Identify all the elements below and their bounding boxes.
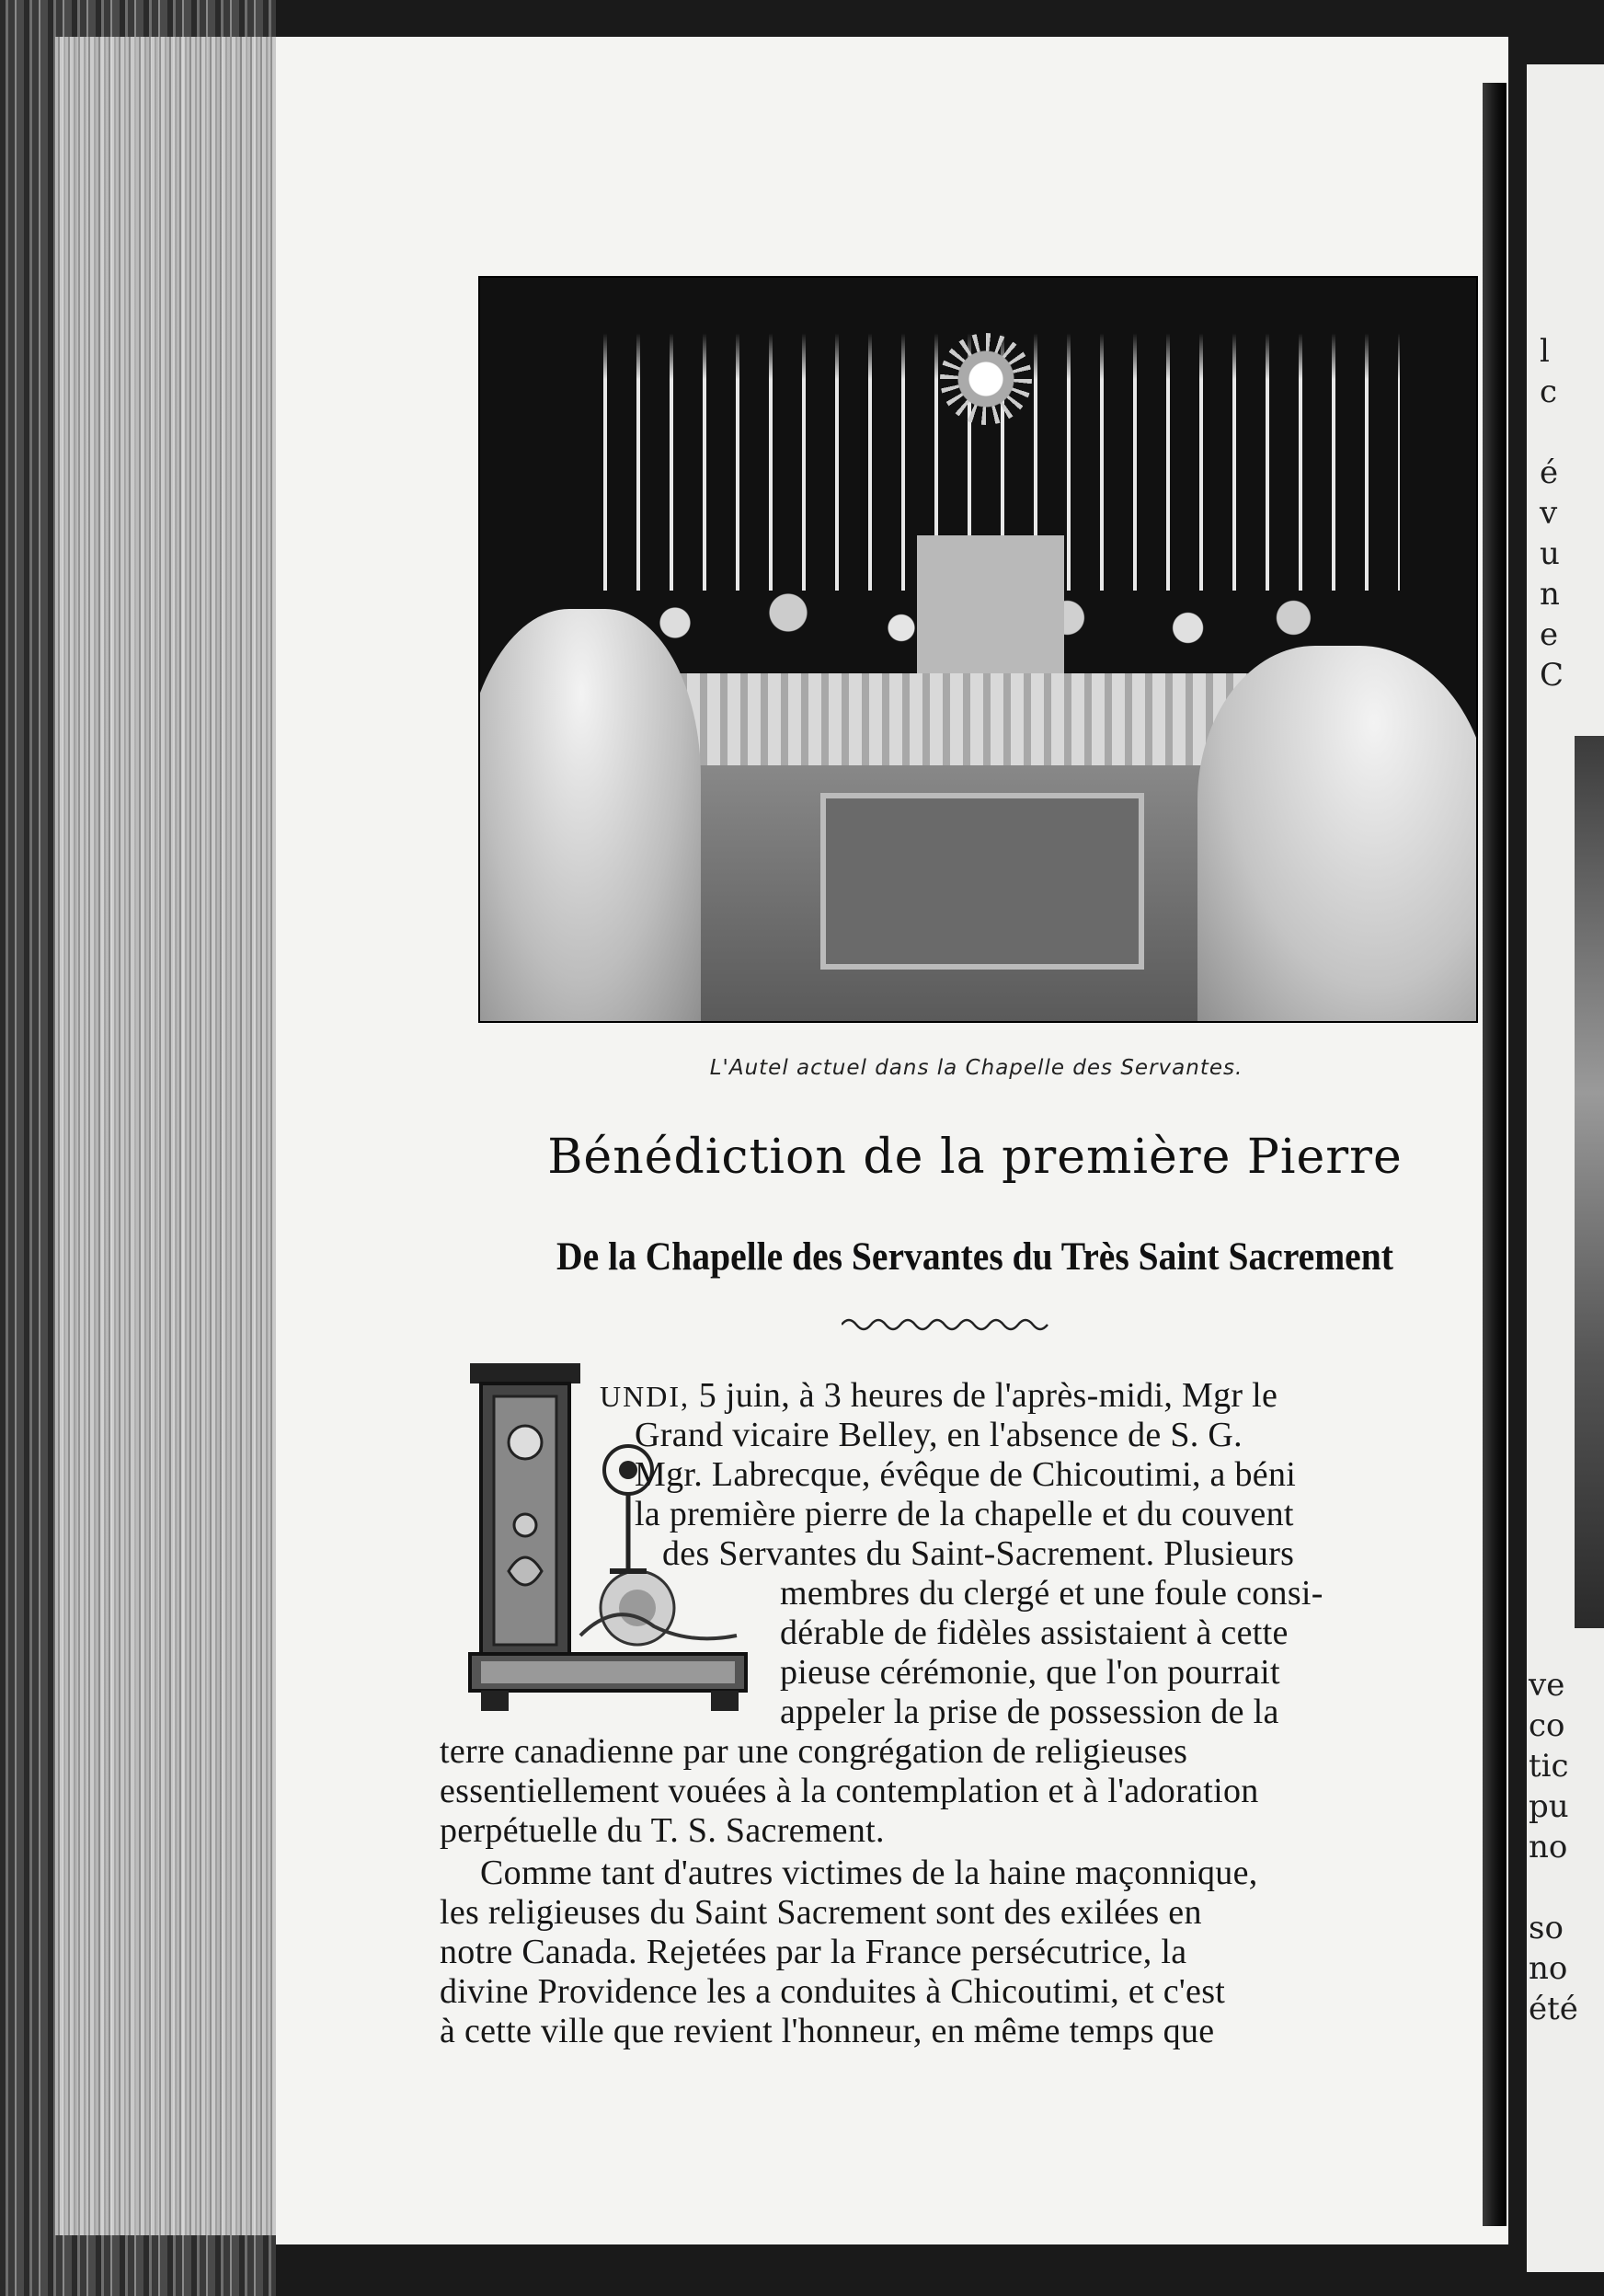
drapery-left: [478, 609, 701, 1023]
body-line: Comme tant d'autres victimes de la haine maçonnique,: [480, 1854, 1258, 1892]
smallcaps-opening: UNDI,: [600, 1380, 690, 1413]
body-line: appeler la prise de possession de la: [780, 1693, 1279, 1731]
drapery-right: [1197, 646, 1478, 1023]
body-line-rest: 5 juin, à 3 heures de l'après-midi, Mgr le: [689, 1376, 1278, 1415]
right-page-fragment-line: c: [1540, 373, 1558, 410]
body-line: Grand vicaire Belley, en l'absence de S. G.: [635, 1416, 1243, 1454]
photo-caption: L'Autel actuel dans la Chapelle des Servantes.: [709, 1056, 1243, 1080]
body-line: notre Canada. Rejetées par la France persécutrice, la: [440, 1933, 1187, 1971]
right-page-fragment-line: n: [1540, 576, 1560, 613]
body-line: divine Providence les a conduites à Chicoutimi, et c'est: [440, 1972, 1226, 2011]
right-page-fragment-line: [1540, 412, 1564, 453]
right-page-fragment-line: tic: [1529, 1748, 1569, 1785]
body-line: des Servantes du Saint-Sacrement. Plusieurs: [662, 1534, 1295, 1573]
body-line: terre canadienne par une congrégation de religieuses: [440, 1732, 1188, 1771]
body-line: la première pierre de la chapelle et du couvent: [635, 1495, 1294, 1533]
right-page-fragment-line: é: [1540, 454, 1559, 491]
right-page-fragment-line: ve: [1529, 1667, 1565, 1704]
right-page-fragment-line: l: [1540, 333, 1550, 370]
altar-panel: [820, 793, 1144, 970]
body-line: [600, 1375, 1277, 1416]
body-line: les religieuses du Saint Sacrement sont des exilées en: [440, 1893, 1202, 1932]
right-page-fragment-line: so: [1529, 1910, 1564, 1946]
right-page-photo: [1575, 736, 1604, 1628]
tabernacle: [917, 535, 1064, 673]
altar-photograph: [478, 276, 1478, 1023]
right-page-fragment-line: no: [1529, 1829, 1568, 1866]
body-line: membres du clergé et une foule consi-: [780, 1574, 1323, 1613]
right-page-fragment: [1527, 64, 1604, 2272]
article-subtitle: De la Chapelle des Servantes du Très Saint Sacrement: [556, 1235, 1393, 1279]
right-page-fragment-line: été: [1529, 1991, 1578, 2027]
body-line: Mgr. Labrecque, évêque de Chicoutimi, a béni: [635, 1455, 1297, 1494]
monstrance-icon: [940, 333, 1032, 425]
right-page-fragment-line: no: [1529, 1950, 1568, 1987]
right-page-fragment-line: u: [1540, 535, 1560, 572]
body-line: dérable de fidèles assistaient à cette: [780, 1613, 1289, 1652]
body-line: à cette ville que revient l'honneur, en même temps que: [440, 2012, 1215, 2050]
right-page-text-top: [1540, 331, 1564, 695]
right-page-fragment-line: e: [1540, 616, 1559, 653]
body-line: perpétuelle du T. S. Sacrement.: [440, 1811, 885, 1850]
right-page-fragment-line: co: [1529, 1707, 1565, 1744]
right-page-fragment-line: C: [1540, 657, 1564, 694]
body-line: pieuse cérémonie, que l'on pourrait: [780, 1653, 1280, 1692]
wavy-divider-ornament: [842, 1314, 1053, 1336]
article-title: Bénédiction de la première Pierre: [547, 1130, 1403, 1185]
page-edges: [55, 37, 285, 2235]
right-page-fragment-line: v: [1540, 495, 1558, 532]
right-page-fragment-line: [1529, 1867, 1578, 1908]
right-page-fragment-line: pu: [1529, 1788, 1569, 1825]
body-line: essentiellement vouées à la contemplation et à l'adoration: [440, 1772, 1259, 1810]
right-page-text-bottom: [1529, 1665, 1578, 2029]
